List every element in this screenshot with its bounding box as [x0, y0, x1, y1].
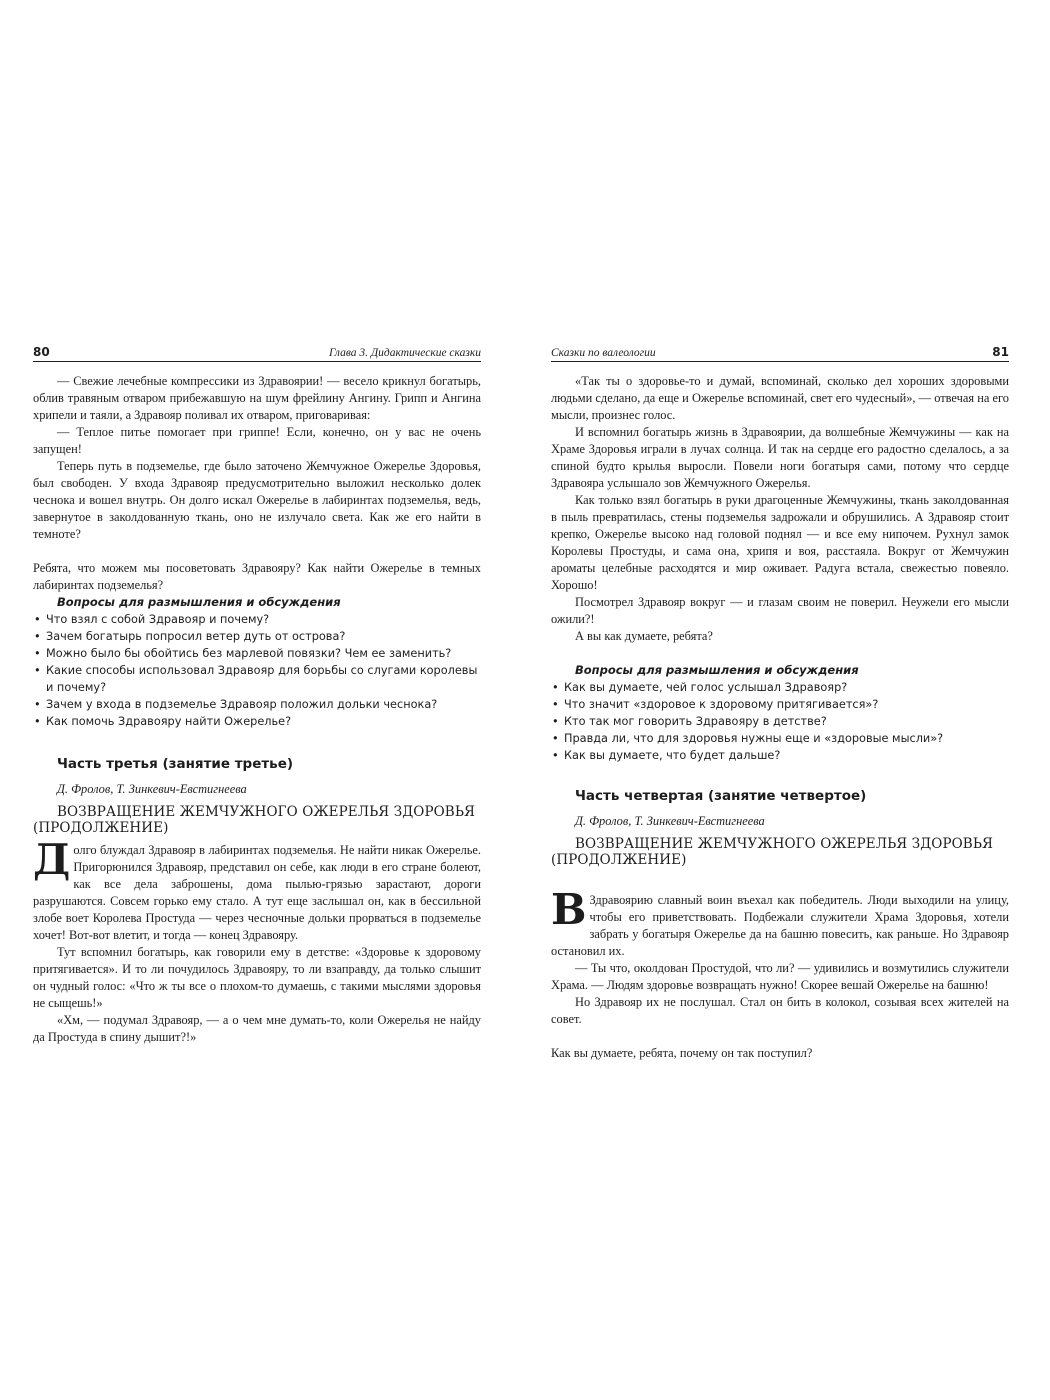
authors: Д. Фролов, Т. Зинкевич-Евстигнеева	[57, 782, 247, 796]
first-paragraph	[551, 885, 1009, 960]
paragraph: Как только взял богатырь в руки драгоценные Жемчужины, ткань заколдованная в пыль превратилась, стены подземелья задрожали и обрушились. А Здравояр стоит крепко, Ожерелье высоко над головой поднял — и все ему нипочем. Рухнул замок Королевы Простуды, и сама она, хрипя и воя, расстаяла. Вокруг от Жемчужин ароматы целебные расходятся и мир оживает. Радуга встала, свежестью повеяло. Хорошо!	[551, 493, 1009, 592]
running-head	[551, 343, 1009, 362]
question-item: • Можно было бы обойтись без марлевой повязки? Чем ее заменить?	[33, 645, 481, 662]
tale-title-line: ВОЗВРАЩЕНИЕ ЖЕМЧУЖНОГО ОЖЕРЕЛЬЯ ЗДОРОВЬЯ	[575, 836, 994, 852]
paragraph: Посмотрел Здравояр вокруг — и глазам своим не поверил. Неужели его мысли ожили?!	[551, 595, 1009, 626]
question-item: • Какие способы использовал Здравояр для борьбы со слугами королевы и почему?	[33, 662, 481, 696]
right-page	[551, 343, 1009, 1062]
question-item: • Правда ли, что для здоровья нужны еще и «здоровые мысли»?	[551, 730, 1009, 747]
paragraph: Теперь путь в подземелье, где было заточено Жемчужное Ожерелье Здоровья, был свободен. У входа Здравояр предусмотрительно выложил несколько долек чеснока и вошел внутрь. Он долго искал Ожерелье в лабиринтах подземелья, ведь, завернутое в заколдованную ткань, оно не излучало света. Как же его найти в темноте?	[33, 459, 481, 541]
question-item: • Зачем у входа в подземелье Здравояр положил дольки чеснока?	[33, 696, 481, 713]
question-item: • Как вы думаете, что будет дальше?	[551, 747, 1009, 764]
page-number: 80	[33, 345, 50, 359]
questions-list	[551, 679, 1009, 764]
paragraph: «Хм, — подумал Здравояр, — а о чем мне думать-то, коли Ожерелья не найду да Простуда в спину дышит?!»	[33, 1013, 481, 1044]
part-heading: Часть третья (занятие третье)	[57, 756, 294, 772]
tale-title	[551, 836, 1009, 868]
question-item: • Зачем богатырь попросил ветер дуть от острова?	[33, 628, 481, 645]
drop-cap: В	[551, 885, 587, 934]
question-item: • Как помочь Здравояру найти Ожерелье?	[33, 713, 481, 730]
tale-title-subline: (ПРОДОЛЖЕНИЕ)	[551, 852, 687, 868]
chapter-title: Глава 3. Дидактические сказки	[328, 347, 481, 359]
tale-title	[33, 804, 481, 836]
question-item: • Что взял с собой Здравояр и почему?	[33, 611, 481, 628]
question-item: • Что значит «здоровое к здоровому притягивается»?	[551, 696, 1009, 713]
question-item: • Как вы думаете, чей голос услышал Здравояр?	[551, 679, 1009, 696]
section-title: Сказки по валеологии	[551, 347, 656, 359]
paragraph: — Свежие лечебные компрессики из Здравоярии! — весело крикнул богатырь, облив травяным отваром прибежавшую на шум фрейлину Ангину. Грипп и Ангина хрипели и таяли, а Здравояр поливал их отваром, приговаривая:	[33, 374, 481, 422]
first-paragraph	[33, 835, 481, 944]
paragraph: А вы как думаете, ребята?	[575, 629, 713, 643]
closing-question: Как вы думаете, ребята, почему он так поступил?	[551, 1046, 813, 1060]
paragraph: Тут вспомнил богатырь, как говорили ему в детстве: «Здоровье к здоровому притягивается». И то ли почудилось Здравояру, то ли взаправду, да только слышит он чудный голос: «Что ж ты все о плохом-то думаешь, с такими мыслями здоровья не сыщешь!»	[33, 945, 481, 1010]
questions-heading: Вопросы для размышления и обсуждения	[57, 595, 341, 609]
tale-title-subline: (ПРОДОЛЖЕНИЕ)	[33, 820, 169, 836]
first-paragraph-text: олго блуждал Здравояр в лабиринтах подземелья. Не найти никак Ожерелье. Пригорюнился Здравояр, представил он себе, как люди в его стране болеют, как все дела заброшены, дома пылью-грязью зарастают, дороги разрушаются. Совсем горько ему стало. А тут еще заслышал он, как в бессильной злобе воет Королева Простуда — через чесночные дольки прорваться в подземелье хочет! Вот-вот влетит, и тогда — конец Здравояру.	[33, 843, 481, 942]
page-body	[551, 373, 1009, 1062]
questions-heading: Вопросы для размышления и обсуждения	[575, 663, 859, 677]
running-head	[33, 343, 481, 362]
paragraph: Но Здравояр их не послушал. Стал он бить в колокол, созывая всех жителей на совет.	[551, 995, 1009, 1026]
prompt-paragraph: Ребята, что можем мы посоветовать Здравояру? Как найти Ожерелье в темных лабиринтах подземелья?	[33, 561, 481, 592]
left-page	[33, 343, 481, 1046]
questions-list	[33, 611, 481, 730]
authors: Д. Фролов, Т. Зинкевич-Евстигнеева	[575, 814, 765, 828]
drop-cap: Д	[33, 835, 71, 884]
tale-title-line: ВОЗВРАЩЕНИЕ ЖЕМЧУЖНОГО ОЖЕРЕЛЬЯ ЗДОРОВЬЯ	[57, 804, 476, 820]
page-body	[33, 373, 481, 1046]
page-number: 81	[992, 345, 1009, 359]
first-paragraph-text: Здравоярию славный воин въехал как победитель. Люди выходили на улицу, чтобы его приветствовать. Подбежали служители Храма Здоровья, хотели забрать у богатыря Ожерелье да на башню повесить, как раньше. Но Здравояр остановил их.	[551, 893, 1009, 958]
paragraph: — Ты что, околдован Простудой, что ли? — удивились и возмутились служители Храма. — Людям здоровье возвращать нужно! Скорее вешай Ожерелье на башню!	[551, 961, 1009, 992]
part-heading: Часть четвертая (занятие четвертое)	[575, 788, 867, 804]
question-item: • Кто так мог говорить Здравояру в детстве?	[551, 713, 1009, 730]
paragraph: — Теплое питье помогает при гриппе! Если, конечно, он у вас не очень запущен!	[33, 425, 481, 456]
paragraph: И вспомнил богатырь жизнь в Здравоярии, да волшебные Жемчужины — как на Храме Здоровья играли в лучах солнца. И так на сердце его радостно сделалось, а за спиной будто крылья выросли. Повели ноги богатыря сами, потому что сердце Здравояра услышало зов Жемчужного Ожерелья.	[551, 425, 1009, 490]
paragraph: «Так ты о здоровье-то и думай, вспоминай, сколько дел хороших здоровыми людьми сделано, да еще и Ожерелье вспоминай, свет его чудесный», — отвечая на его мысли, произнес голос.	[551, 374, 1009, 422]
